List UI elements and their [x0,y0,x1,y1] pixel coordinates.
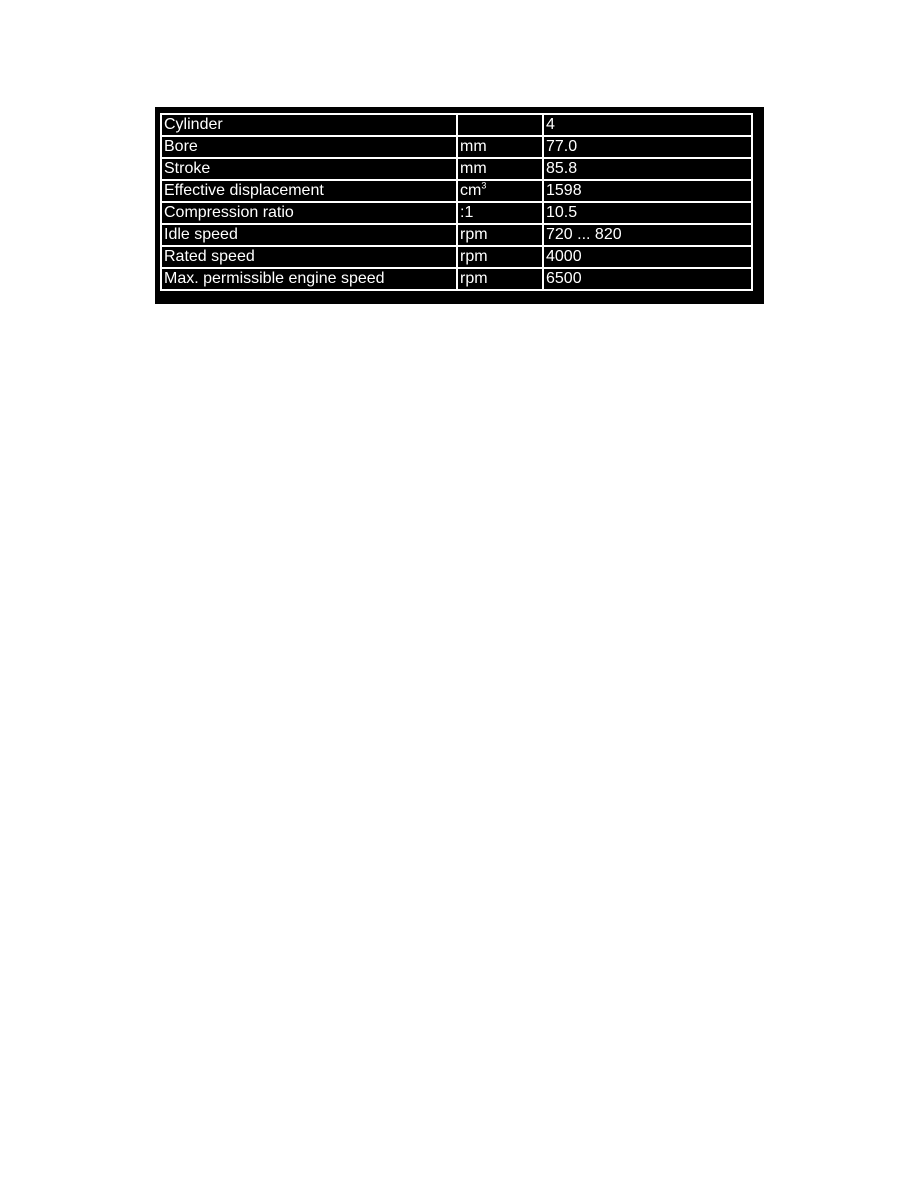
unit-cell [457,158,543,180]
table-row [161,268,752,290]
parameter-cell: Cylinder [161,114,457,136]
engine-spec-panel [155,107,764,304]
table-row [161,224,752,246]
unit-cell [457,114,543,136]
value-cell: 10.5 [543,202,752,224]
parameter-cell: Idle speed [161,224,457,246]
parameter-cell: Max. permissible engine speed [161,268,457,290]
value-cell: 1598 [543,180,752,202]
table-row [161,180,752,202]
table-row [161,114,752,136]
unit-text: mm [460,138,487,155]
value-cell: 4 [543,114,752,136]
parameter-cell: Compression ratio [161,202,457,224]
unit-text: rpm [460,226,488,243]
value-cell: 85.8 [543,158,752,180]
value-cell: 720 ... 820 [543,224,752,246]
unit-cell [457,180,543,202]
unit-cell [457,136,543,158]
unit-superscript: 3 [481,180,487,191]
unit-text: rpm [460,270,488,287]
unit-text: rpm [460,248,488,265]
unit-cell [457,224,543,246]
parameter-cell: Effective displacement [161,180,457,202]
table-row [161,246,752,268]
table-row [161,202,752,224]
unit-text: :1 [460,204,474,221]
unit-cell [457,268,543,290]
table-row [161,136,752,158]
unit-cell [457,246,543,268]
table-row [161,158,752,180]
value-cell: 4000 [543,246,752,268]
value-cell: 77.0 [543,136,752,158]
parameter-cell: Stroke [161,158,457,180]
parameter-cell: Rated speed [161,246,457,268]
engine-spec-table [160,113,753,291]
unit-text: cm [460,182,482,199]
unit-text: mm [460,160,487,177]
unit-cell [457,202,543,224]
value-cell: 6500 [543,268,752,290]
parameter-cell: Bore [161,136,457,158]
